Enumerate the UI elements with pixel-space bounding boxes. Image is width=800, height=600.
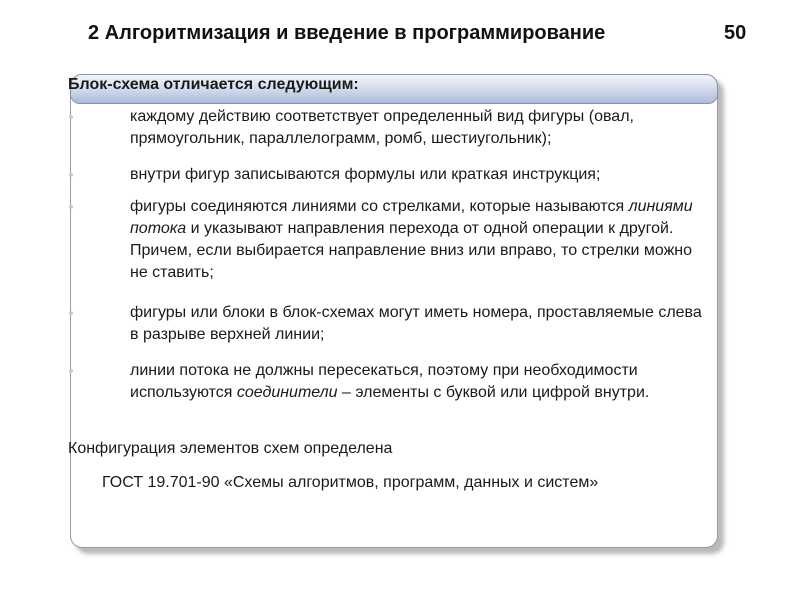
gost-reference: ГОСТ 19.701-90 «Схемы алгоритмов, программ, данных и систем»	[102, 474, 599, 491]
bullet-text: каждому действию соответствует определенный вид фигуры (овал, прямоугольник, параллелограмм, ромб, шестиугольник);	[130, 108, 634, 147]
bullet-text	[130, 360, 710, 404]
panel-header-text: Блок-схема отличается следующим:	[68, 76, 359, 93]
bullet-text-part: – элементы с буквой или цифрой внутри.	[337, 384, 650, 401]
slide-title: 2 Алгоритмизация и введение в программирование	[88, 22, 606, 44]
bullet-text: внутри фигур записываются формулы или краткая инструкция;	[130, 166, 601, 183]
config-text: Конфигурация элементов схем определена	[68, 440, 393, 457]
bullet-text-part: фигуры соединяются линиями со стрелками, которые называются	[130, 198, 629, 215]
bullet-text: фигуры или блоки в блок-схемах могут иметь номера, проставляемые слева в разрыве верхней линии;	[130, 304, 702, 343]
bullet-text	[130, 196, 710, 284]
term-flow-lines: линиями потока	[130, 198, 693, 237]
bullet-text-part: линии потока не должны пересекаться, поэтому при необходимости используются	[130, 362, 638, 401]
bullet-marker-icon	[69, 115, 73, 119]
bullet-marker-icon	[69, 369, 73, 373]
bullet-marker-icon	[69, 173, 73, 177]
slide-number: 50	[724, 22, 747, 44]
bullet-marker-icon	[69, 205, 73, 209]
bullet-marker-icon	[69, 311, 73, 315]
term-connectors: соединители	[236, 384, 338, 401]
bullet-text-part: и указывают направления перехода от одной операции к другой. Причем, если выбирается направление вниз или вправо, то стрелки можно не ставить;	[130, 220, 693, 281]
